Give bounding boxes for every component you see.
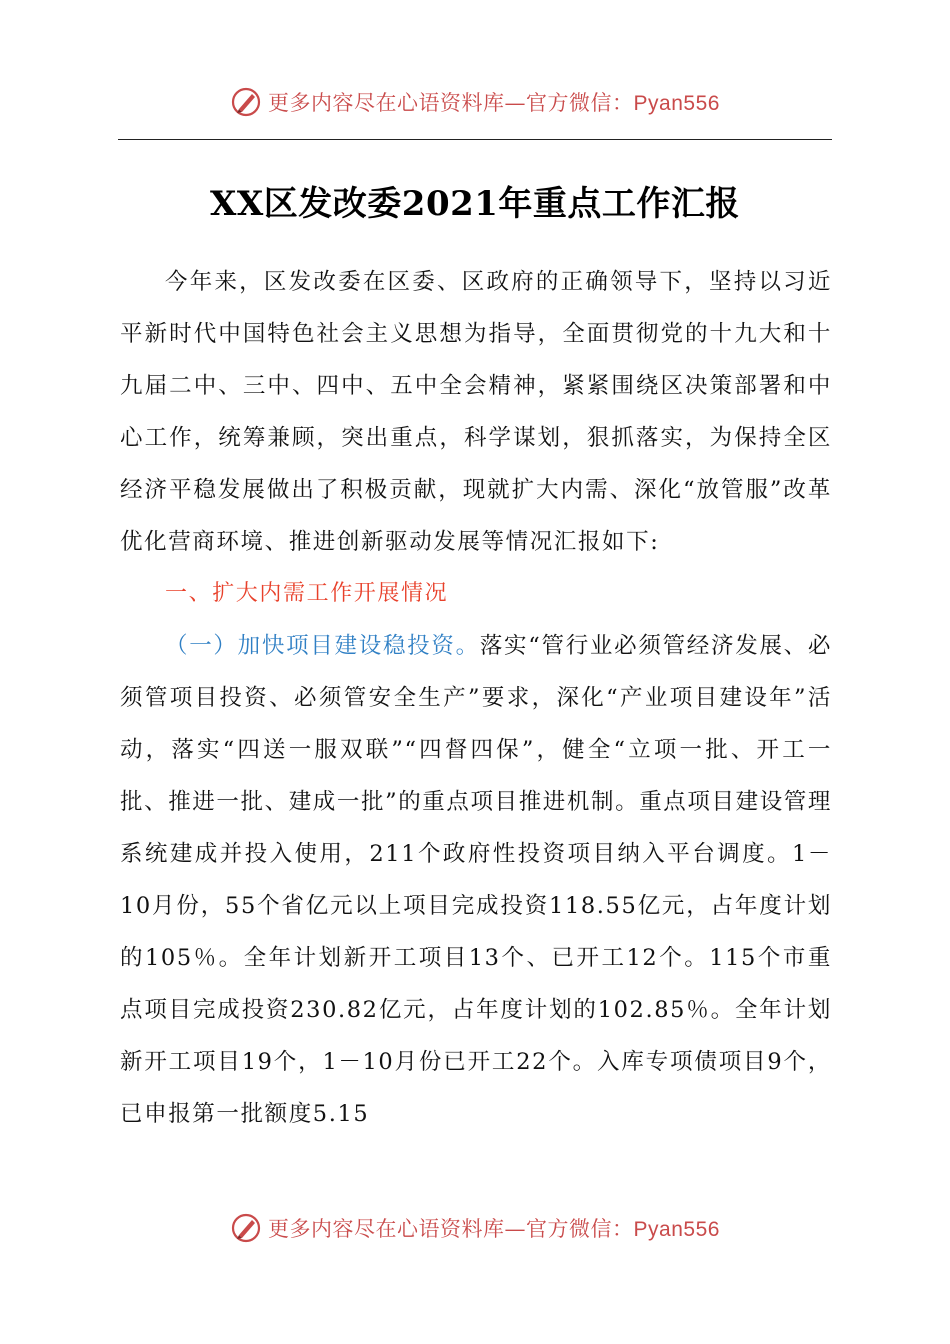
header-divider: [118, 139, 832, 140]
pen-logo-icon: [230, 86, 262, 118]
header-banner-wechat: Pyan556: [633, 92, 720, 115]
footer-banner-wechat: Pyan556: [633, 1218, 720, 1241]
intro-paragraph: 今年来，区发改委在区委、区政府的正确领导下，坚持以习近平新时代中国特色社会主义思想为指导，全面贯彻党的十九大和十九届二中、三中、四中、五中全会精神，紧紧围绕区决策部署和中心工作，统筹兼顾，突出重点，科学谋划，狠抓落实，为保持全区经济平稳发展做出了积极贡献，现就扩大内需、深化“放管服”改革优化营商环境、推进创新驱动发展等情况汇报如下:: [120, 269, 832, 555]
header-banner-main: 更多内容尽在心语资料库—官方微信：: [268, 91, 634, 115]
subsection-paragraph-1: [120, 620, 832, 1140]
document-body: [120, 256, 832, 1140]
footer-banner-text: [268, 1213, 720, 1243]
header-banner-text: [268, 87, 720, 117]
pen-logo-icon: [230, 1212, 262, 1244]
document-title: XX区发改委2021年重点工作汇报: [210, 184, 740, 224]
footer-banner-main: 更多内容尽在心语资料库—官方微信：: [268, 1217, 634, 1241]
header-watermark-banner: [0, 82, 950, 122]
footer-watermark-banner: [0, 1208, 950, 1248]
subsection-heading-1: （一）加快项目建设稳投资。: [165, 633, 480, 659]
section-heading-1: 一、扩大内需工作开展情况: [165, 581, 449, 606]
subsection-body-1: 落实“管行业必须管经济发展、必须管项目投资、必须管安全生产”要求，深化“产业项目建设年”活动，落实“四送一服双联”“四督四保”，健全“立项一批、开工一批、推进一批、建成一批”的重点项目推进机制。重点项目建设管理系统建成并投入使用，211个政府性投资项目纳入平台调度。1－10月份，55个省亿元以上项目完成投资118.55亿元，占年度计划的105％。全年计划新开工项目13个、已开工12个。115个市重点项目完成投资230.82亿元，占年度计划的102.85％。全年计划新开工项目19个，1－10月份已开工22个。入库专项债项目9个，已申报第一批额度5.15: [120, 633, 833, 1127]
